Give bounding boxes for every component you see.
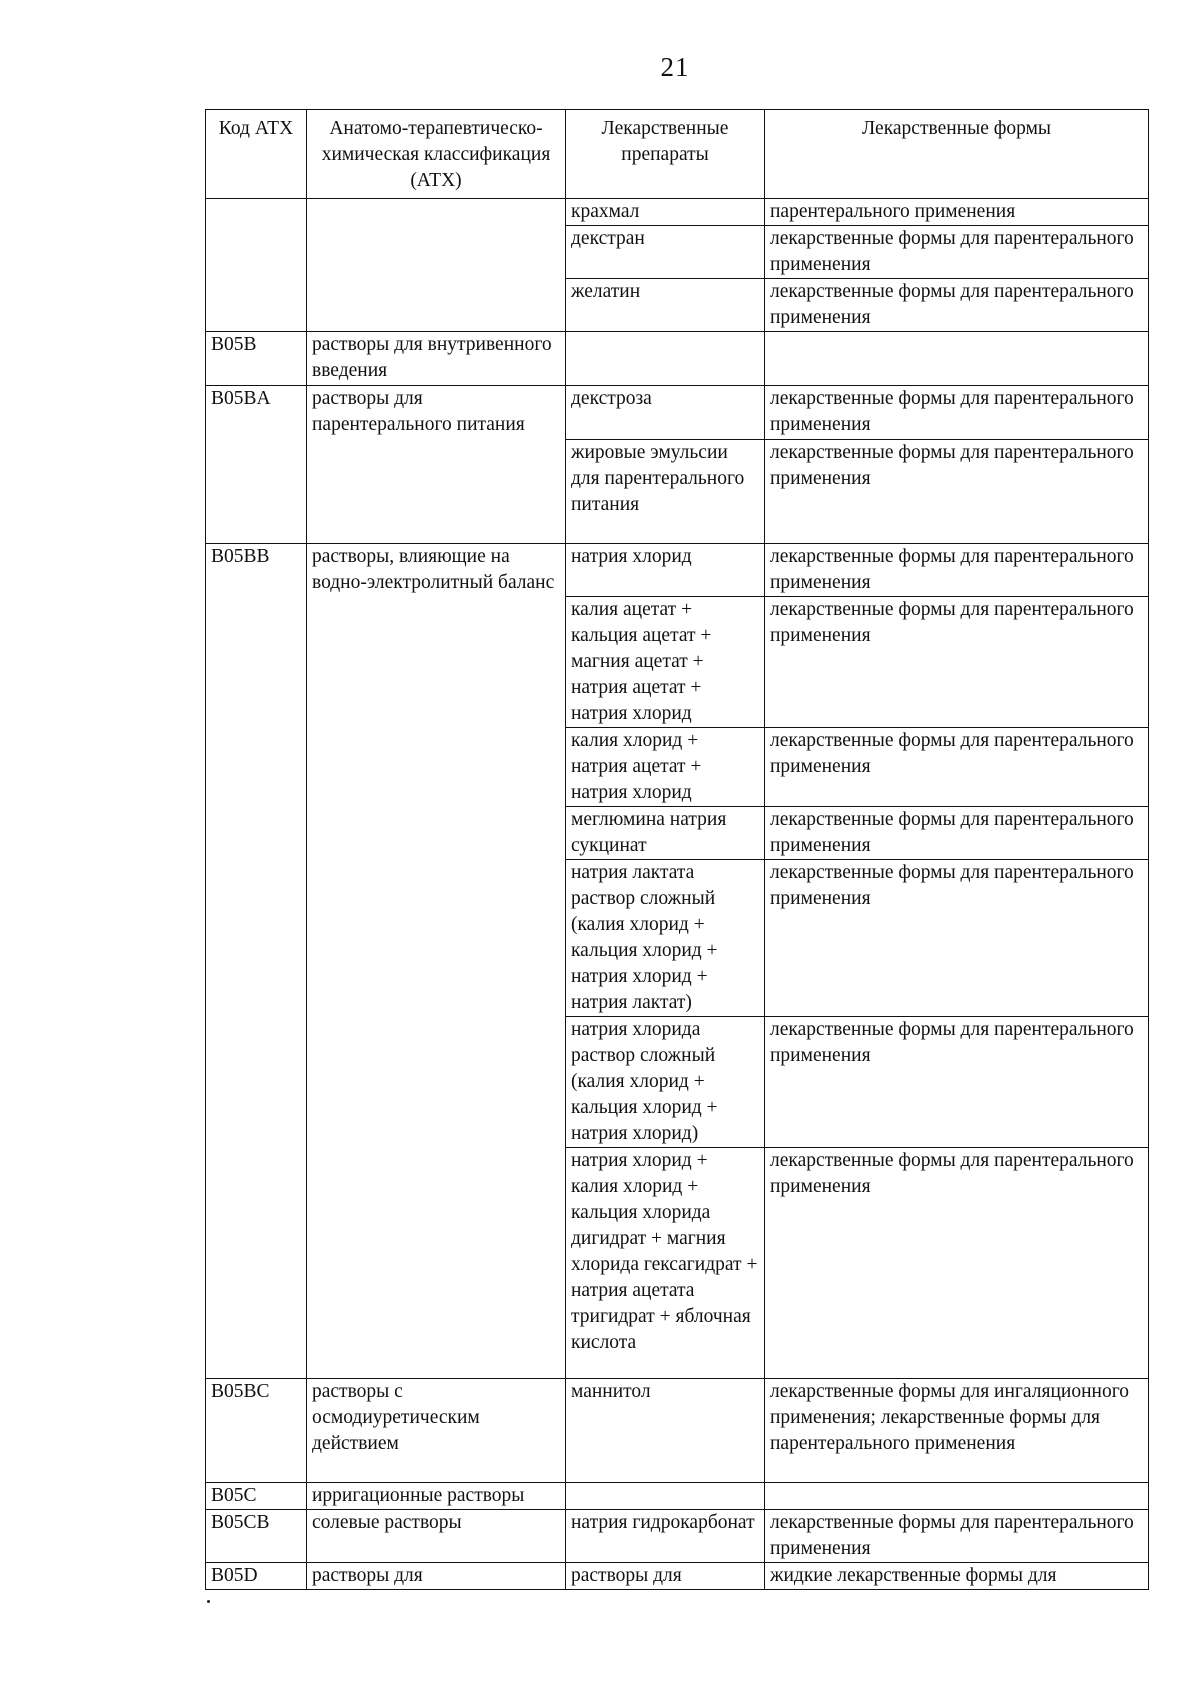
form-cell: лекарственные формы для парентерального применения (765, 279, 1149, 332)
class-cell: растворы, влияющие на водно-электролитный баланс (307, 544, 566, 1379)
class-cell: растворы для внутривенного введения (307, 332, 566, 386)
drug-cell: натрия гидрокарбонат (566, 1510, 765, 1563)
code-cell: B05BB (206, 544, 307, 1379)
scan-speck (207, 1600, 210, 1603)
header-drugs: Лекарственные препараты (566, 110, 765, 199)
form-cell: лекарственные формы для парентерального применения (765, 1510, 1149, 1563)
table-row (206, 1379, 1149, 1483)
form-cell: лекарственные формы для парентерального применения (765, 597, 1149, 728)
table-row (206, 1510, 1149, 1563)
drug-cell: меглюмина натрия сукцинат (566, 807, 765, 860)
drug-cell: растворы для (566, 1563, 765, 1590)
class-cell: растворы с осмодиуретическим действием (307, 1379, 566, 1483)
drug-cell: маннитол (566, 1379, 765, 1483)
code-cell: B05CB (206, 1510, 307, 1563)
drug-cell: желатин (566, 279, 765, 332)
form-cell: лекарственные формы для парентерального применения (765, 386, 1149, 440)
drug-cell: жировые эмульсии для парентерального питания (566, 440, 765, 544)
drug-cell: натрия хлорида раствор сложный (калия хлорид + кальция хлорид + натрия хлорид) (566, 1017, 765, 1148)
drug-cell: калия ацетат + кальция ацетат + магния ацетат + натрия ацетат + натрия хлорид (566, 597, 765, 728)
drug-cell (566, 332, 765, 386)
class-cell: растворы для парентерального питания (307, 386, 566, 544)
page-number: 21 (660, 52, 690, 82)
form-cell: лекарственные формы для парентерального применения (765, 226, 1149, 279)
form-cell: лекарственные формы для парентерального применения (765, 728, 1149, 807)
table-row (206, 544, 1149, 597)
code-cell: B05BA (206, 386, 307, 544)
atc-table (205, 109, 1149, 1590)
form-cell: лекарственные формы для ингаляционного применения; лекарственные формы для парентерального применения (765, 1379, 1149, 1483)
drug-cell: крахмал (566, 199, 765, 226)
table-row (206, 199, 1149, 226)
drug-cell: натрия лактата раствор сложный (калия хлорид + кальция хлорид + натрия хлорид + натрия лактат) (566, 860, 765, 1017)
header-code: Код АТХ (206, 110, 307, 199)
form-cell (765, 332, 1149, 386)
form-cell: лекарственные формы для парентерального применения (765, 860, 1149, 1017)
drug-cell: декстран (566, 226, 765, 279)
form-cell: лекарственные формы для парентерального применения (765, 1017, 1149, 1148)
code-cell: B05BC (206, 1379, 307, 1483)
drug-cell: натрия хлорид (566, 544, 765, 597)
table-header-row (206, 110, 1149, 199)
table-row (206, 1483, 1149, 1510)
header-forms: Лекарственные формы (765, 110, 1149, 199)
form-cell: жидкие лекарственные формы для (765, 1563, 1149, 1590)
class-cell (307, 199, 566, 332)
code-cell: B05D (206, 1563, 307, 1590)
form-cell: лекарственные формы для парентерального применения (765, 440, 1149, 544)
form-cell: лекарственные формы для парентерального применения (765, 807, 1149, 860)
table-row (206, 1563, 1149, 1590)
class-cell: растворы для (307, 1563, 566, 1590)
code-cell: B05B (206, 332, 307, 386)
drug-cell: калия хлорид + натрия ацетат + натрия хлорид (566, 728, 765, 807)
class-cell: солевые растворы (307, 1510, 566, 1563)
form-cell: лекарственные формы для парентерального применения (765, 1148, 1149, 1379)
form-cell: парентерального применения (765, 199, 1149, 226)
drug-cell: декстроза (566, 386, 765, 440)
table-row (206, 332, 1149, 386)
class-cell: ирригационные растворы (307, 1483, 566, 1510)
code-cell (206, 199, 307, 332)
form-cell: лекарственные формы для парентерального применения (765, 544, 1149, 597)
form-cell (765, 1483, 1149, 1510)
code-cell: B05C (206, 1483, 307, 1510)
drug-cell (566, 1483, 765, 1510)
header-classification: Анатомо-терапевтическо-химическая классификация (АТХ) (307, 110, 566, 199)
drug-cell: натрия хлорид + калия хлорид + кальция хлорида дигидрат + магния хлорида гексагидрат + натрия ацетата тригидрат + яблочная кислота (566, 1148, 765, 1379)
table-row (206, 386, 1149, 440)
